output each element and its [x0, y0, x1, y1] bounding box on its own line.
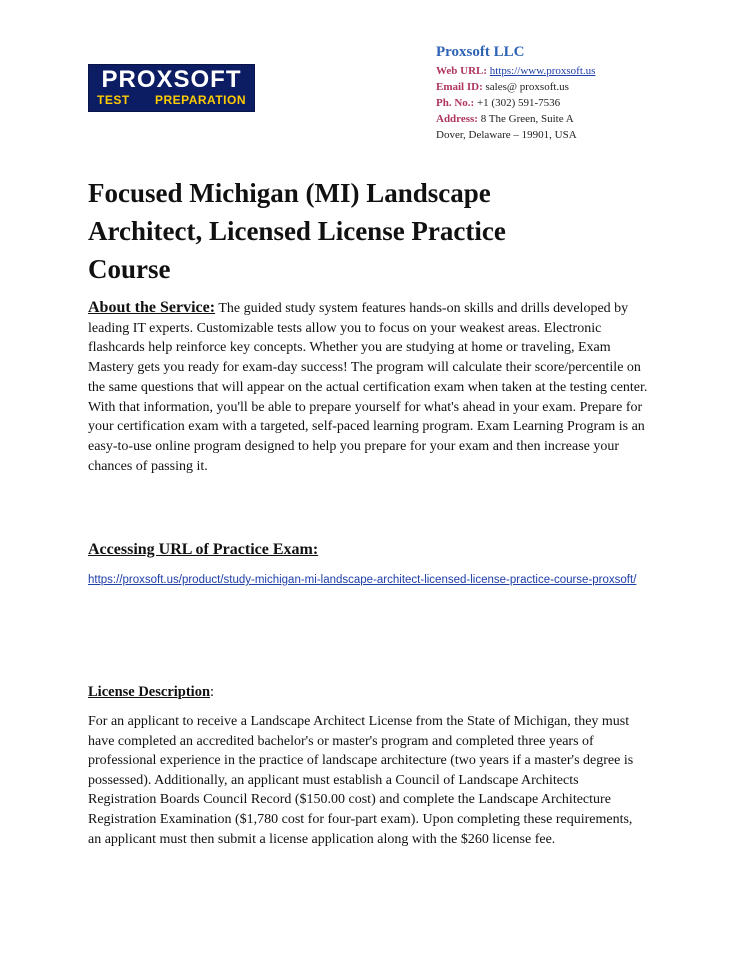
email-label: Email ID: — [436, 81, 483, 93]
logo-wordmark: PROXSOFT — [101, 66, 242, 93]
web-url-link[interactable]: https://www.proxsoft.us — [489, 65, 596, 77]
email-value: sales@ proxsoft.us — [485, 81, 569, 93]
phone-row — [436, 95, 726, 111]
company-name: Proxsoft LLC — [436, 44, 525, 60]
page-title: Focused Michigan (MI) Landscape Architect, Licensed License Practice Course — [88, 178, 506, 284]
email-row — [436, 79, 726, 95]
proxsoft-logo — [88, 64, 255, 112]
logo-tagline-right: PREPARATION — [154, 93, 246, 107]
license-heading-label: License Description — [88, 684, 211, 700]
web-url-label: Web URL: — [436, 65, 488, 77]
web-url-row — [436, 63, 726, 79]
practice-exam-link[interactable]: https://proxsoft.us/product/study-michigan-mi-landscape-architect-licensed-license-practice-course-proxsoft/ — [88, 574, 637, 586]
logo-tagline — [97, 93, 246, 107]
address-label: Address: — [436, 113, 478, 125]
logo-tagline-left: TEST — [97, 93, 130, 107]
address-line2: Dover, Delaware – 19901, USA — [436, 129, 577, 141]
about-text: The guided study system features hands-on skills and drills developed by leading IT experts. Customizable tests allow you to focus on your weakest areas. Electronic flashcards help reinforce key concepts. Whether you are studying at home or traveling, Exam Mastery gets you ready for exam-day success! The program will calculate their score/percentile on the same questions that will appear on the actual certification exam when taken at the testing center. With that information, you'll be able to prepare yourself for what's ahead in your exam. Prepare for your certification exam with a targeted, self-paced learning program. Exam Learning Program is an easy-to-use online program designed to help you prepare for your exam and then increase your chances of passing it. — [88, 301, 648, 474]
company-info — [436, 43, 726, 143]
address-row — [436, 111, 726, 127]
license-heading-colon: : — [210, 684, 215, 700]
phone-value: +1 (302) 591-7536 — [476, 97, 561, 109]
about-section — [88, 298, 648, 476]
license-heading — [88, 684, 214, 701]
license-text: For an applicant to receive a Landscape Architect License from the State of Michigan, they must have completed an accredited bachelor's or master's program and completed three years of professional experience in the practice of landscape architecture (two years if a master's degree is possessed). Additionally, an applicant must establish a Council of Landscape Architects Registration Boards Council Record ($150.00 cost) and complete the Landscape Architecture Registration Examination ($1,780 cost for four-part exam). Upon completing these requirements, an applicant must then submit a license application along with the $260 license fee. — [88, 714, 634, 847]
address-line1: 8 The Green, Suite A — [480, 113, 574, 125]
access-heading: Accessing URL of Practice Exam: — [88, 541, 319, 558]
about-heading: About the Service: — [88, 299, 216, 316]
phone-label: Ph. No.: — [436, 97, 475, 109]
